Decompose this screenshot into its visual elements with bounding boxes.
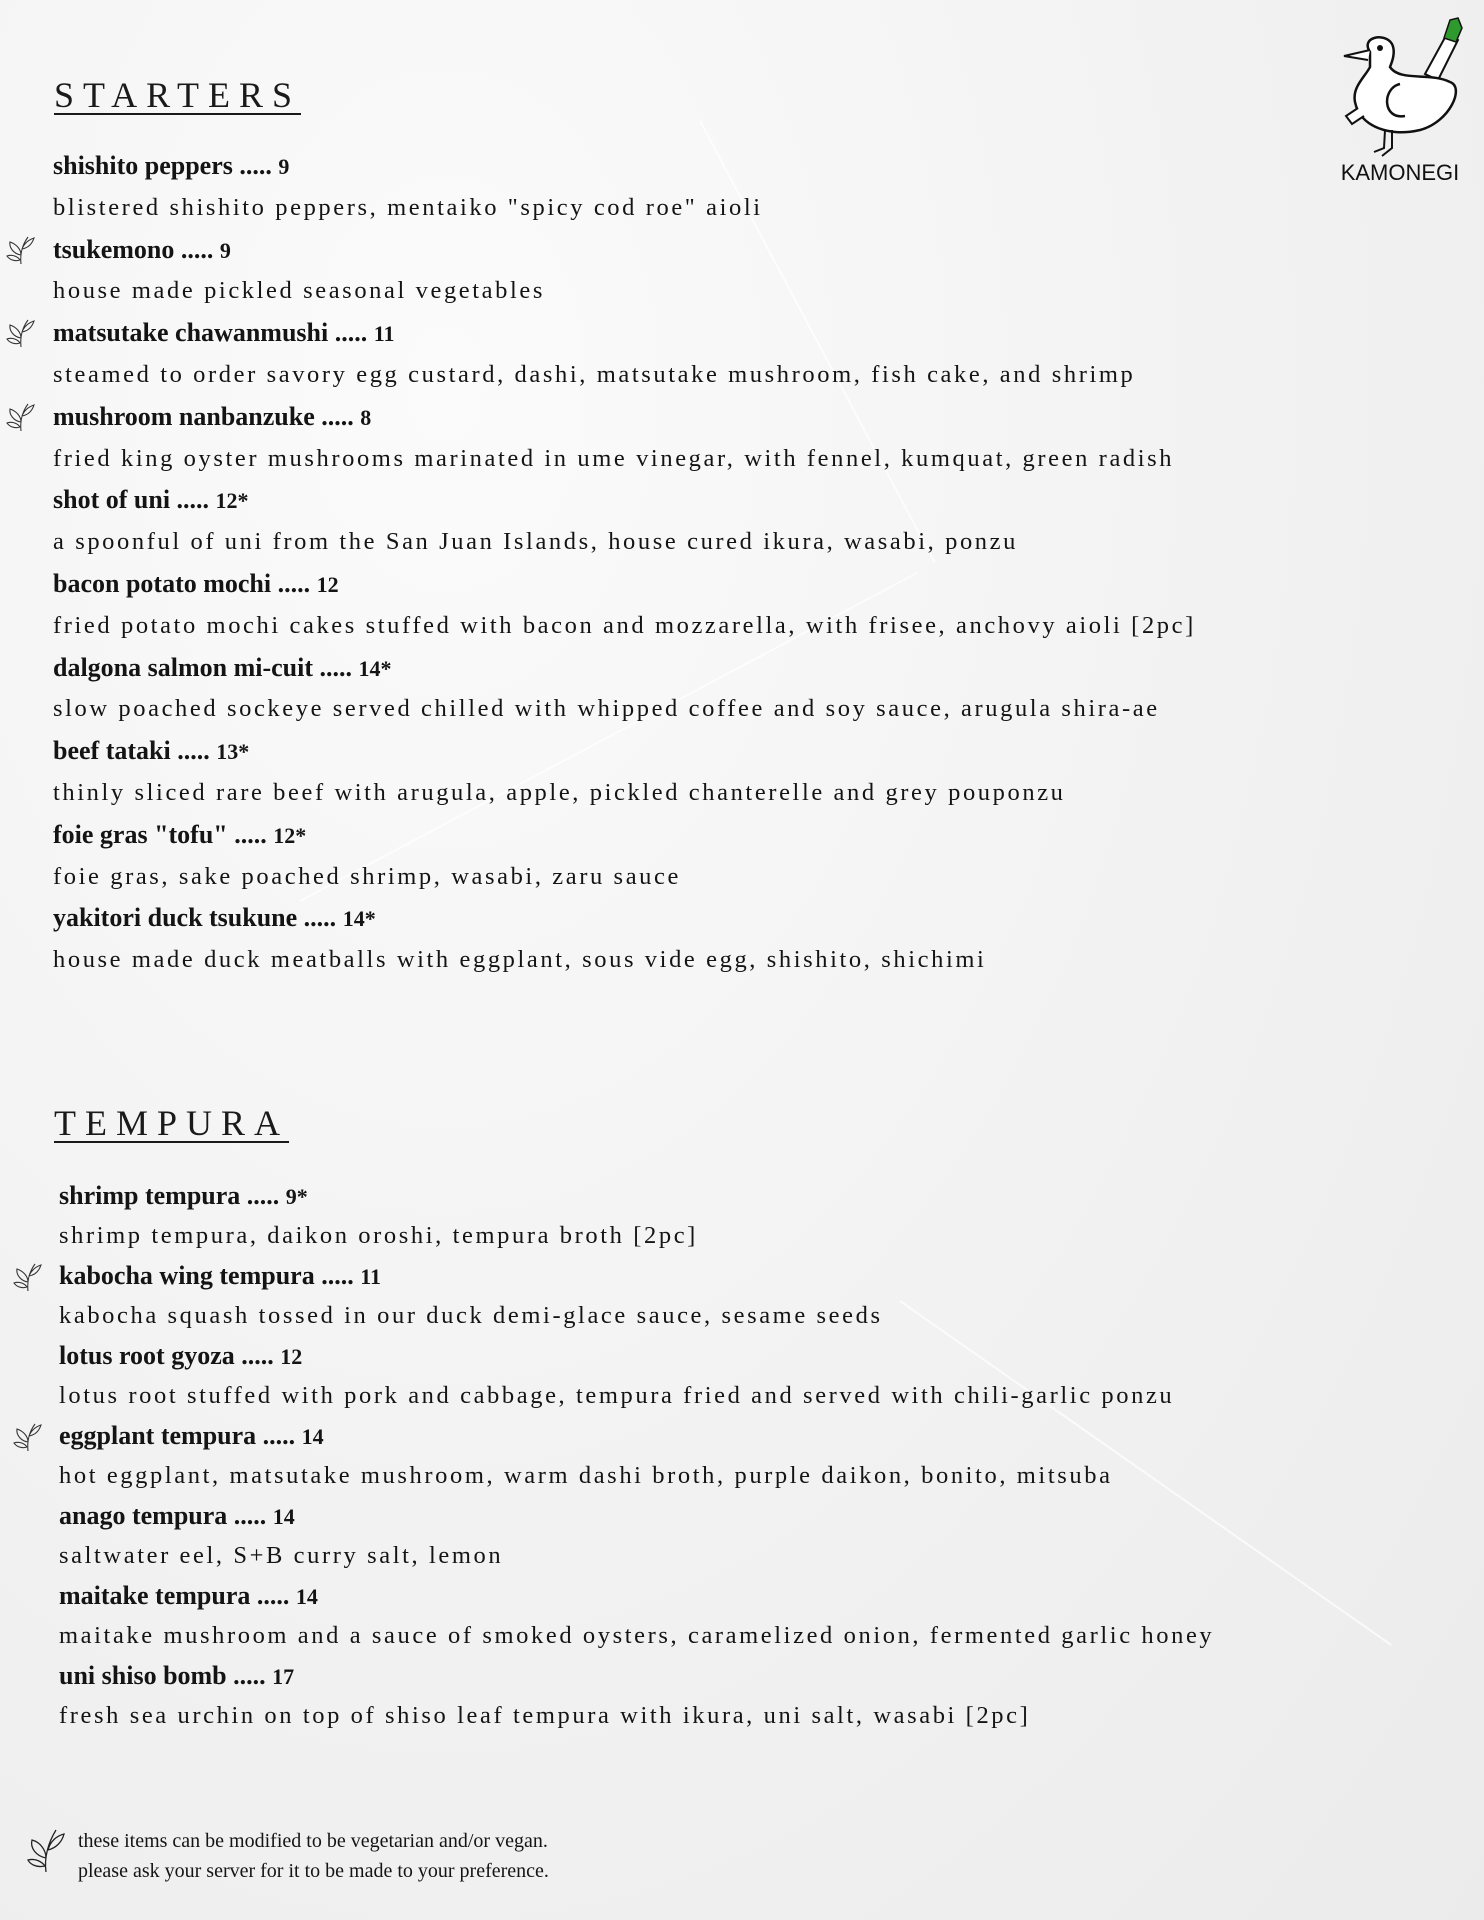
item-price: 9 xyxy=(278,154,290,179)
menu-item xyxy=(0,1256,1484,1336)
menu-item xyxy=(0,1496,1484,1576)
leaf-icon xyxy=(13,1262,43,1292)
item-price: 14* xyxy=(358,655,392,681)
item-price: 9 xyxy=(219,237,231,263)
item-name: anago tempura ..... 14 xyxy=(59,1501,295,1530)
item-price: 12* xyxy=(215,488,249,514)
item-description: blistered shishito peppers, mentaiko "spicy cod roe" aioli xyxy=(53,193,763,221)
vegetarian-note xyxy=(26,1826,549,1886)
item-description: house made pickled seasonal vegetables xyxy=(53,277,546,305)
item-description: hot eggplant, matsutake mushroom, warm dashi broth, purple daikon, bonito, mitsuba xyxy=(59,1462,1113,1489)
item-name: maitake tempura ..... 14 xyxy=(59,1581,318,1610)
item-price: 11 xyxy=(360,1264,381,1289)
item-name: tsukemono ..... 9 xyxy=(53,234,231,264)
footer-line-2: please ask your server for it to be made to your preference. xyxy=(78,1860,549,1882)
item-description: a spoonful of uni from the San Juan Islands, house cured ikura, wasabi, ponzu xyxy=(53,528,1018,556)
item-name: eggplant tempura ..... 14 xyxy=(59,1421,324,1450)
item-name: yakitori duck tsukune ..... 14* xyxy=(53,903,376,933)
svg-text:KAMONEGI: KAMONEGI xyxy=(1340,160,1460,185)
item-name: bacon potato mochi ..... 12 xyxy=(53,568,339,598)
menu-item xyxy=(0,312,1484,396)
menu-item xyxy=(0,1576,1484,1656)
item-price: 14 xyxy=(295,1584,318,1609)
starters-heading: STARTERS xyxy=(54,75,301,115)
leaf-icon xyxy=(6,318,36,348)
item-description: shrimp tempura, daikon oroshi, tempura broth [2pc] xyxy=(59,1222,698,1249)
menu-item xyxy=(0,396,1484,480)
starters-list xyxy=(0,145,1484,981)
menu-item xyxy=(0,145,1484,229)
item-description: house made duck meatballs with eggplant, sous vide egg, shishito, shichimi xyxy=(53,946,987,974)
item-name: kabocha wing tempura ..... 11 xyxy=(59,1261,381,1290)
menu-item xyxy=(0,563,1484,647)
item-name: uni shiso bomb ..... 17 xyxy=(59,1661,295,1690)
item-description: saltwater eel, S+B curry salt, lemon xyxy=(59,1542,504,1569)
item-price: 8 xyxy=(360,404,372,430)
item-price: 17 xyxy=(272,1664,295,1689)
item-name: matsutake chawanmushi ..... 11 xyxy=(53,318,395,348)
item-description: foie gras, sake poached shrimp, wasabi, zaru sauce xyxy=(53,862,681,890)
item-description: steamed to order savory egg custard, dashi, matsutake mushroom, fish cake, and shrimp xyxy=(53,360,1136,388)
item-description: maitake mushroom and a sauce of smoked oysters, caramelized onion, fermented garlic honey xyxy=(59,1622,1215,1649)
item-price: 12* xyxy=(273,822,307,848)
menu-item xyxy=(0,1416,1484,1496)
footer-line-1: these items can be modified to be vegetarian and/or vegan. xyxy=(78,1830,548,1852)
item-description: kabocha squash tossed in our duck demi-glace sauce, sesame seeds xyxy=(59,1302,883,1329)
menu-item xyxy=(0,897,1484,981)
menu-item xyxy=(0,229,1484,313)
leaf-icon xyxy=(26,1828,66,1874)
leaf-icon xyxy=(6,235,36,265)
item-name: shishito peppers ..... 9 xyxy=(53,151,290,180)
menu-item xyxy=(0,1336,1484,1416)
leaf-icon xyxy=(13,1422,43,1452)
item-price: 12 xyxy=(280,1344,303,1369)
item-price: 14 xyxy=(272,1504,295,1529)
menu-item xyxy=(0,647,1484,731)
menu-item xyxy=(0,814,1484,898)
item-description: fried potato mochi cakes stuffed with bacon and mozzarella, with frisee, anchovy aioli [2pc] xyxy=(53,611,1196,639)
item-price: 11 xyxy=(373,321,395,347)
item-price: 14* xyxy=(342,906,376,932)
item-description: slow poached sockeye served chilled with whipped coffee and soy sauce, arugula shira-ae xyxy=(53,695,1160,723)
item-description: fried king oyster mushrooms marinated in ume vinegar, with fennel, kumquat, green radish xyxy=(53,444,1175,472)
item-price: 9* xyxy=(285,1184,308,1209)
item-price: 14 xyxy=(301,1424,324,1449)
menu-item xyxy=(0,479,1484,563)
item-price: 13* xyxy=(216,739,250,765)
item-name: beef tataki ..... 13* xyxy=(53,736,250,766)
item-name: foie gras "tofu" ..... 12* xyxy=(53,819,307,849)
item-price: 12 xyxy=(316,571,339,597)
menu-item xyxy=(0,730,1484,814)
menu-item xyxy=(0,1176,1484,1256)
tempura-heading: TEMPURA xyxy=(54,1103,290,1143)
item-description: thinly sliced rare beef with arugula, apple, pickled chanterelle and grey pouponzu xyxy=(53,778,1066,806)
menu-item xyxy=(0,1656,1484,1736)
leaf-icon xyxy=(6,402,36,432)
item-name: dalgona salmon mi-cuit ..... 14* xyxy=(53,652,392,682)
item-description: fresh sea urchin on top of shiso leaf tempura with ikura, uni salt, wasabi [2pc] xyxy=(59,1702,1031,1729)
item-name: lotus root gyoza ..... 12 xyxy=(59,1341,303,1370)
item-name: mushroom nanbanzuke ..... 8 xyxy=(53,401,372,431)
tempura-list xyxy=(0,1176,1484,1736)
item-description: lotus root stuffed with pork and cabbage, tempura fried and served with chili-garlic ponzu xyxy=(59,1382,1175,1409)
item-name: shot of uni ..... 12* xyxy=(53,485,249,515)
item-name: shrimp tempura ..... 9* xyxy=(59,1181,308,1210)
